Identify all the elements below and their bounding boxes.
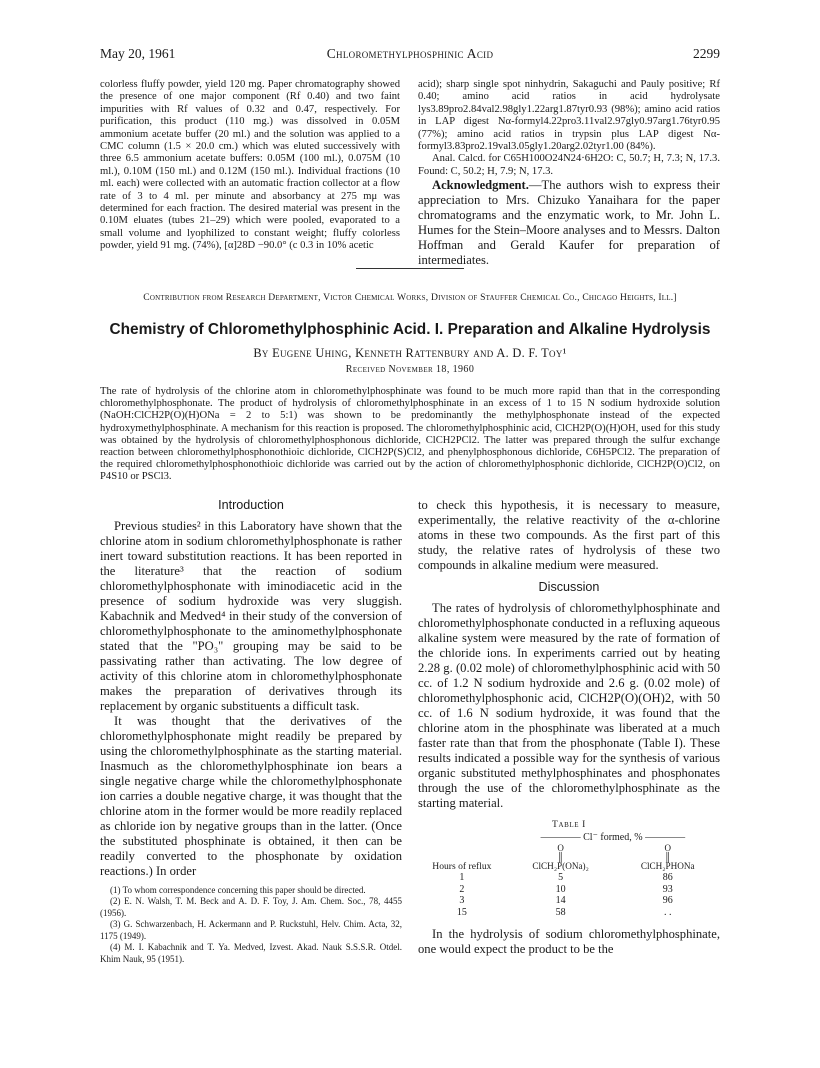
acknowledgment-body: —The authors wish to express their appreciation to Mrs. Chizuko Yanaihara for the paper chromatograms and the enzymatic work, to Mr. John L. Humes for the Stein–Moore analyses and to Messrs. Dalton Hoffman and Gerald Kaufer for preparation of intermediates.	[418, 178, 720, 268]
discussion-paragraph: The rates of hydrolysis of chloromethylphosphinate and chloromethylphosphonate conducted in a refluxing aqueous alkaline system were measured by the rate of formation of the chloride ions. In experiments carried out by heating 2.28 g. (0.02 mole) of chloromethylphosphinic acid with 50 cc. of 1.2 N sodium hydroxide and 2.6 g. (0.02 mole) of chloromethylphosphonic acid, ClCH2P(O)(OH)2, with 50 cc. of 1.6 N sodium hydroxide, it was found that the chlorine atom in the phosphinate was liberated at a much faster rate than that from the phosphonate (Table I). These results indicated a possible way for the synthesis of various organic substituted methylphosphinates and phosphonates through the use of the chloromethylphosphinate as the starting material.	[418, 600, 720, 810]
table-header-hours: Hours of reflux	[432, 860, 492, 872]
introduction-heading: Introduction	[218, 498, 284, 512]
introduction-continued: to check this hypothesis, it is necessary to measure, experimentally, the relative reactivity of the α-chlorine atoms in these two compounds. As the first part of this study, the relative rates of hydrolysis of these two compounds in alkaline medium were measured.	[418, 498, 720, 572]
introduction-paragraph: It was thought that the derivatives of the chloromethylphosphonate might readily be prepared by using the chloromethylphosphinate as the starting material. Inasmuch as the chloromethylphosphinate ion bears a single negative charge while the chloromethylphosphonate ion carries a double negative charge, it was thought that the chlorine atom in the former would be more readily replaced as chloride ion by negative groups than in the latter. (Once the substituted phosphinate is obtained, it then can be readily converted to the phosphonate by oxidation reactions.) In order	[100, 713, 402, 878]
table-span-header: ———— Cl⁻ formed, % ————	[540, 832, 686, 844]
table-row: 2 10 93	[459, 883, 673, 895]
right-column	[418, 498, 720, 957]
hydrolysis-paragraph: In the hydrolysis of sodium chloromethylphosphinate, one would expect the product to be the	[418, 927, 720, 957]
footnotes	[100, 885, 402, 966]
table-span-header-row	[418, 832, 720, 844]
header-title: Chloromethylphosphinic Acid	[326, 46, 494, 61]
header-date: May 20, 1961	[100, 46, 176, 61]
footnote: (3) G. Schwarzenbach, H. Ackermann and P. Ruckstuhl, Helv. Chim. Acta, 32, 1175 (1949).	[100, 919, 402, 941]
table-header-phosphinate: O ║ ClCH₂PHONa	[640, 842, 695, 871]
contribution-line: Contribution from Research Department, Victor Chemical Works, Division of Stauffer Chemical Co., Chicago Heights, Ill.]	[143, 292, 677, 303]
acknowledgment-heading: Acknowledgment.	[432, 178, 529, 193]
running-header	[100, 46, 720, 66]
abstract: The rate of hydrolysis of the chlorine atom in chloromethylphosphinate was found to be much more rapid than that in the corresponding chloromethylphosphonate. The product of hydrolysis of chloromethylphosphinate in an excess of 1 to 15 N sodium hydroxide solution (NaOH:ClCH2P(O)(H)ONa = 2 to 5:1) was shown to be predominantly the methylphosphonate instead of the expected hydroxymethylphosphinate. A mechanism for this reaction is proposed. The chloromethylphosphinic acid, ClCH2P(O)(H)OH, used for this study was obtained by the hydrolysis of chloromethylphosphonous dichloride, ClCH2PCl2. The latter was prepared through the sulfur exchange reaction between chloromethylphosphonothioic dichloride, ClCH2P(S)Cl2, and phenylphosphonous dichloride, C6H5PCl2. The preparation of the required chloromethylphosphonothioic dichloride was carried out by the action of chloromethylphosphonic dichloride, ClCH2P(O)Cl2, on P4S10 or PSCl3.	[100, 386, 720, 483]
article-authors: By Eugene Uhing, Kenneth Rattenbury and A. D. F. Toy¹	[253, 346, 567, 360]
page-number: 2299	[693, 46, 720, 61]
acknowledgment	[418, 178, 720, 268]
preceding-text-left: colorless fluffy powder, yield 120 mg. Paper chromatography showed the presence of one major component (Rf 0.40) and two faint impurities with Rf values of 0.32 and 0.47, respectively. For purification, this product (110 mg.) was dissolved in 0.05M ammonium acetate buffer (20 ml.) and the solution was applied to a CMC column (1.5 × 20.0 cm.) which was eluted successively with three 6.5 ammonium acetate buffers: 0.05M (100 ml.), 0.075M (10 ml.), 0.10M (150 ml.) and 0.12M (150 ml.). Individual fractions (10 ml. each) were collected with an automatic fraction collector at a flow rate of 3 to 4 ml. per minute and absorbancy at 275 mμ was determined for each fraction. The desired material was present in the 0.10M eluates (tubes 21–29) which were pooled, evaporated to a small volume and lyophilized to constant weight; fluffy colorless powder, yield 91 mg. (74%), [α]28D −90.0° (c 0.3 in 10% acetic	[100, 79, 400, 252]
table-row: 3 14 96	[459, 895, 673, 907]
table-row: 1 5 86	[459, 871, 673, 883]
preceding-article-right-column	[418, 79, 720, 268]
introduction-paragraph: Previous studies² in this Laboratory have shown that the chlorine atom in sodium chloromethylphosphonate is rather inert toward substitution reactions. It has been reported in the literature³ that the reaction of sodium chloromethylphosphonate with iminodiacetic acid in the presence of sodium hydroxide was very sluggish. Kabachnik and Medved⁴ in their study of the conversion of chloromethylphosphonate to the aminomethylphosphonate stated that the "PO₃" grouping may be said to be passivating rather than activating. The low degree of activity of this chlorine atom in chloromethylphosphonate makes the preparation of derivatives through its replacement by organic substituents a difficult task.	[100, 518, 402, 713]
hydrolysis-table	[418, 832, 720, 919]
received-date: Received November 18, 1960	[345, 364, 475, 375]
table-title: Table I	[552, 818, 586, 830]
table-header-row	[418, 844, 720, 872]
footnote: (1) To whom correspondence concerning this paper should be directed.	[110, 884, 366, 895]
footnote: (2) E. N. Walsh, T. M. Beck and A. D. F. Toy, J. Am. Chem. Soc., 78, 4455 (1956).	[100, 896, 402, 918]
left-column	[100, 498, 402, 965]
article-title: Chemistry of Chloromethylphosphinic Acid. I. Preparation and Alkaline Hydrolysis	[109, 321, 711, 338]
elemental-analysis: Anal. Calcd. for C65H100O24N24·6H2O: C, 50.7; H, 7.3; N, 17.3. Found: C, 50.2; H, 7.9; N, 17.3.	[418, 153, 720, 177]
preceding-text-right: acid); sharp single spot ninhydrin, Sakaguchi and Pauly positive; Rf 0.40; amino acid ratios in acid hydrolysate lys3.89pro2.84val2.98gly1.22arg1.87tyr0.93 (98%); amino acid ratios in LAP digest Nα-formyl4.22pro3.11val2.97gly0.97arg1.76tyr0.95 (77%); amino acid ratios in trypsin plus LAP digest Nα-formyl3.83pro2.19val3.05gly1.20arg2.02tyr1.00 (84%).	[418, 79, 720, 152]
table-header-phosphonate: O ║ ClCH₂P(ONa)₂	[532, 842, 589, 871]
discussion-heading: Discussion	[538, 579, 600, 594]
preceding-article-left-column	[100, 79, 400, 252]
table-row: 15 58 . .	[456, 907, 672, 919]
footnote: (4) M. I. Kabachnik and T. Ya. Medved, Izvest. Akad. Nauk S.S.S.R. Otdel. Khim Nauk, 95 (1951).	[100, 942, 402, 964]
section-divider	[356, 268, 464, 269]
